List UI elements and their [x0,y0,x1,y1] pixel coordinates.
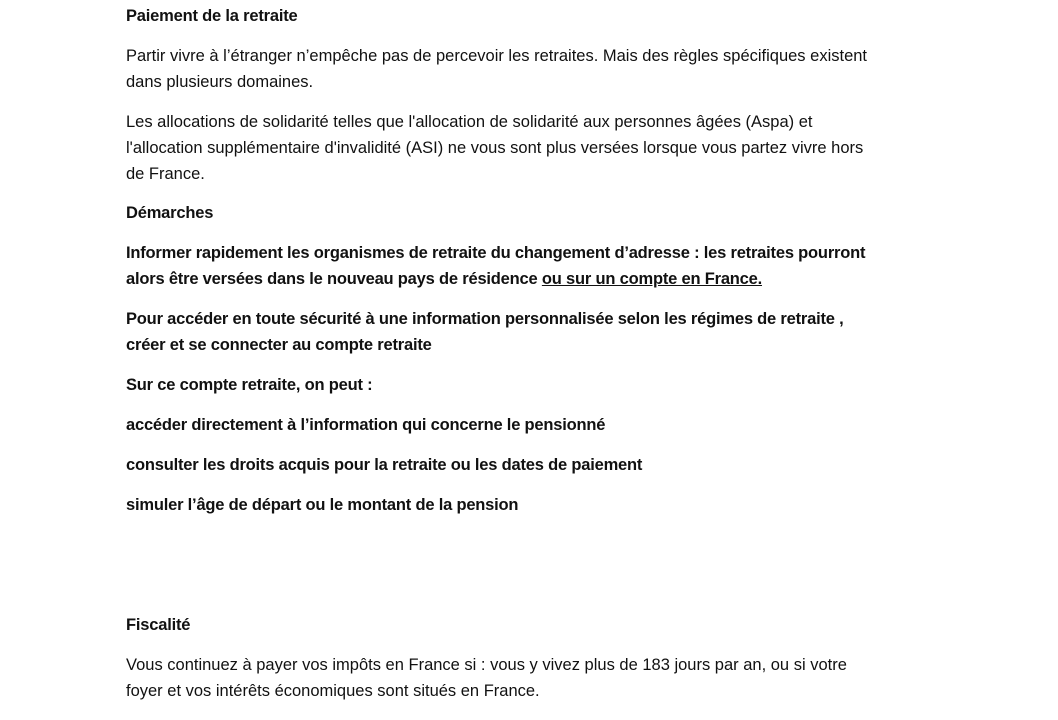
paragraph-allocations [126,109,946,187]
paragraph-line: créer et se connecter au compte retraite [126,336,432,354]
paragraph-line: Pour accéder en toute sécurité à une information personnalisée selon les régimes de retraite , [126,310,844,328]
heading-paiement-retraite: Paiement de la retraite [126,7,298,25]
list-item-acceder: accéder directement à l’information qui concerne le pensionné [126,416,606,434]
list-item-consulter: consulter les droits acquis pour la retraite ou les dates de paiement [126,456,643,474]
paragraph-text: alors être versées dans le nouveau pays de résidence [126,270,542,288]
paragraph-line: Informer rapidement les organismes de retraite du changement d’adresse : les retraites pourront [126,244,866,262]
paragraph-informer [126,240,946,292]
paragraph-compte-retraite: Sur ce compte retraite, on peut : [126,376,373,394]
paragraph-line: Les allocations de solidarité telles que l'allocation de solidarité aux personnes âgées (Aspa) et [126,113,813,131]
paragraph-line [126,266,946,292]
paragraph-line: Vous continuez à payer vos impôts en France si : vous y vivez plus de 183 jours par an, ou si votre [126,656,847,674]
heading-fiscalite: Fiscalité [126,616,191,634]
list-item-simuler: simuler l’âge de départ ou le montant de la pension [126,496,519,514]
compte-france-link: ou sur un compte en France. [541,270,763,288]
paragraph-line: dans plusieurs domaines. [126,73,314,91]
paragraph-intro [126,43,946,95]
paragraph-impots [126,652,946,704]
heading-demarches: Démarches [126,204,214,222]
paragraph-line: foyer et vos intérêts économiques sont situés en France. [126,682,540,700]
paragraph-acces-securise [126,306,946,358]
paragraph-line: l'allocation supplémentaire d'invalidité (ASI) ne vous sont plus versées lorsque vous partez vivre hors [126,139,864,157]
paragraph-line: de France. [126,165,205,183]
paragraph-line: Partir vivre à l’étranger n’empêche pas de percevoir les retraites. Mais des règles spécifiques existent [126,47,868,65]
